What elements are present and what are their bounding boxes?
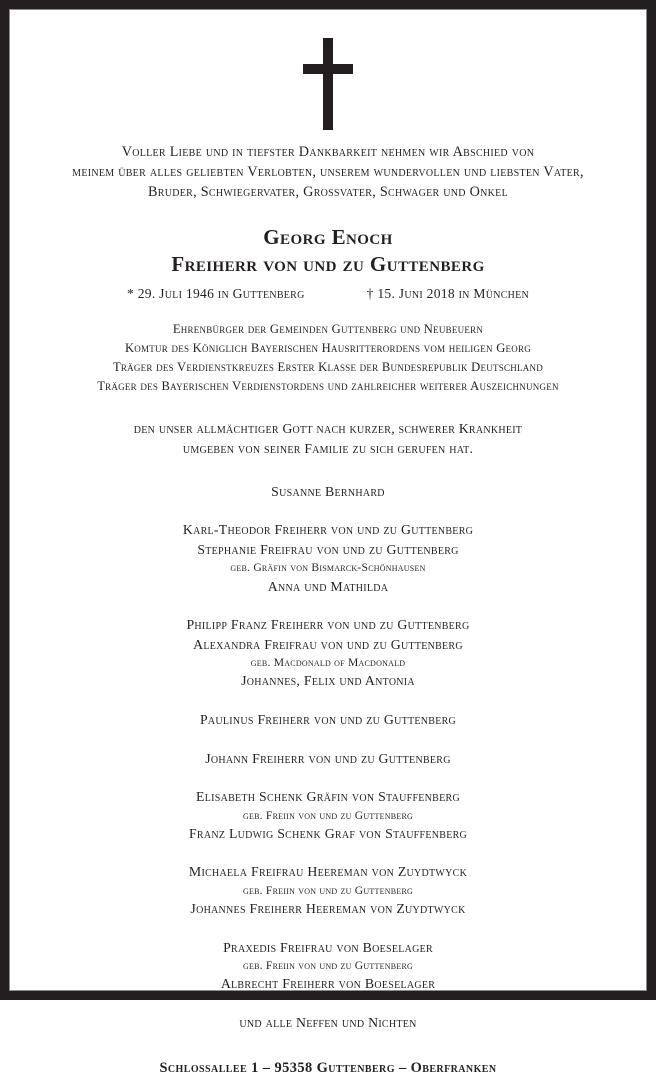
honor-line: Träger des Bayerischen Verdienstordens und zahlreicher weiterer Auszeichnungen xyxy=(97,378,559,393)
obituary-paper xyxy=(10,10,646,1076)
honor-line: Komtur des Königlich Bayerischen Hausritterordens vom heiligen Georg xyxy=(124,341,532,356)
survivor-group xyxy=(10,749,646,769)
survivor-name: Albrecht Freiherr von Boeselager xyxy=(220,976,436,992)
honor-line: Ehrenbürger der Gemeinden Guttenberg und Neubeuern xyxy=(172,322,484,337)
birth-date: * 29. Juli 1946 in Guttenberg xyxy=(126,285,305,301)
survivor-name: Michaela Freifrau Heereman von Zuydtwyck xyxy=(188,864,468,880)
deceased-title-family-name: Freiherr von und zu Guttenberg xyxy=(171,251,485,276)
deceased-name-block xyxy=(10,224,646,303)
survivor-name: Johann Freiherr von und zu Guttenberg xyxy=(205,750,451,766)
survivor-group xyxy=(10,938,646,994)
life-dates xyxy=(10,284,646,303)
survivor-group xyxy=(10,787,646,843)
survivor-name: Susanne Bernhard xyxy=(271,483,385,499)
intro-line: meinem über alles geliebten Verlobten, unserem wundervollen und liebsten Vater, xyxy=(72,164,584,181)
passage-line: umgeben von seiner Familie zu sich gerufen hat. xyxy=(182,441,474,457)
survivor-name: Stephanie Freifrau von und zu Guttenberg xyxy=(197,541,459,557)
latin-cross-icon xyxy=(297,38,359,130)
survivor-name: Franz Ludwig Schenk Graf von Stauffenberg xyxy=(188,825,468,841)
survivor-name: Anna und Mathilda xyxy=(267,578,389,594)
survivor-name: Alexandra Freifrau von und zu Guttenberg xyxy=(193,636,463,652)
survivor-maiden-name: geb. Gräfin von Bismarck-Schönhausen xyxy=(230,561,426,575)
survivor-name: Paulinus Freiherr von und zu Guttenberg xyxy=(199,711,457,727)
survivor-group xyxy=(10,710,646,730)
intro-line: Bruder, Schwiegervater, Grossvater, Schwager und Onkel xyxy=(148,184,508,201)
closing-line: und alle Neffen und Nichten xyxy=(239,1015,417,1031)
intro-text xyxy=(58,142,598,202)
cross-horizontal-bar xyxy=(303,64,353,74)
survivor-name: Johannes Freiherr Heereman von Zuydtwyck xyxy=(190,901,466,917)
obituary-notice-frame xyxy=(9,9,647,1076)
survivor-maiden-name: geb. Freiin von und zu Guttenberg xyxy=(242,884,414,898)
address-line: Schlossallee 1 – 95358 Guttenberg – Oberfranken xyxy=(159,1059,497,1076)
survivor-maiden-name: geb. Freiin von und zu Guttenberg xyxy=(242,959,414,973)
death-date: † 15. Juni 2018 in München xyxy=(366,285,530,301)
survivors-list xyxy=(10,482,646,994)
survivor-group xyxy=(10,482,646,502)
passage-line: den unser allmächtiger Gott nach kurzer, schwerer Krankheit xyxy=(133,420,523,436)
survivor-maiden-name: geb. Freiin von und zu Guttenberg xyxy=(242,808,414,822)
survivor-group xyxy=(10,520,646,596)
survivor-maiden-name: geb. Macdonald of Macdonald xyxy=(250,656,406,670)
cross-symbol-container xyxy=(10,10,646,122)
survivor-group xyxy=(10,615,646,691)
survivor-name: Praxedis Freifrau von Boeselager xyxy=(223,939,433,955)
honors-list xyxy=(10,320,646,396)
deceased-given-names: Georg Enoch xyxy=(263,225,393,250)
passage-text xyxy=(10,419,646,460)
survivor-group xyxy=(10,862,646,918)
survivor-name: Philipp Franz Freiherr von und zu Guttenberg xyxy=(186,617,470,633)
survivor-name: Johannes, Felix und Antonia xyxy=(241,673,415,689)
intro-line: Voller Liebe und in tiefster Dankbarkeit nehmen wir Abschied von xyxy=(121,144,535,160)
survivor-name: Karl-Theodor Freiherr von und zu Guttenberg xyxy=(182,522,474,538)
survivor-name: Elisabeth Schenk Gräfin von Stauffenberg xyxy=(196,789,460,805)
honor-line: Träger des Verdienstkreuzes Erster Klasse der Bundesrepublik Deutschland xyxy=(112,360,544,375)
cross-vertical-bar xyxy=(323,38,333,130)
